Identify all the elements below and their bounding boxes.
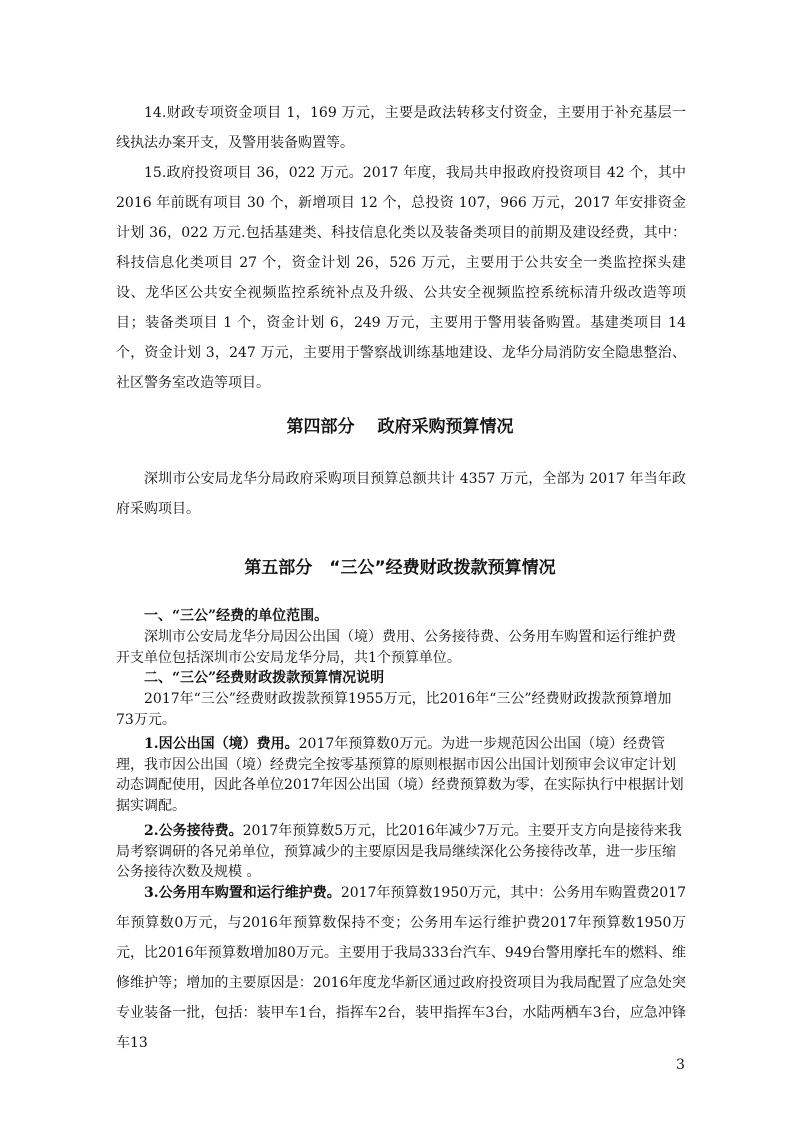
- vehicle-expense-paragraph: [116, 878, 686, 1058]
- reception-expense-text: 2017年预算数5万元，比2016年减少7万元。主要开支方向是接待来我局考察调研的各兄弟单位，预算减少的主要原因是我局继续深化公务接待改革，进一步压缩公务接待次数及规模 。: [116, 823, 682, 880]
- section1-paragraph: 深圳市公安局龙华分局因公出国（境）费用、公务接待费、公务用车购置和运行维护费开支单位包括深圳市公安局龙华分局，共1个预算单位。: [116, 629, 676, 666]
- vehicle-expense-label: 3.公务用车购置和运行维护费。: [144, 885, 341, 901]
- part4-title: 第四部分 政府采购预算情况: [286, 417, 514, 437]
- section1-heading: 一、“三公”经费的单位范围。: [144, 608, 329, 624]
- abroad-expense-paragraph: [116, 734, 686, 816]
- reception-expense-label: 2.公务接待费。: [144, 823, 243, 839]
- section2-heading: 二、“三公”经费财政拨款预算情况说明: [144, 670, 385, 686]
- part4-paragraph: 深圳市公安局龙华分局政府采购项目预算总额共计 4357 万元，全部为 2017 年当年政府采购项目。: [116, 471, 686, 517]
- part5-title: 第五部分 “三公”经费财政拨款预算情况: [244, 558, 556, 578]
- vehicle-expense-text: 2017年预算数1950万元，其中：公务用车购置费2017年预算数0万元，与2016年预算数保持不变；公务用车运行维护费2017年预算数1950万元，比2016年预算数增加80万元。主要用于我局333台汽车、949台警用摩托车的燃料、维修维护等；增加的主要原因是：2016年度龙华新区通过政府投资项目为我局配置了应急处突专业装备一批，包括：装甲车1台，指挥车2台，装甲指挥车3台，水陆两栖车3台，应急冲锋车13: [116, 885, 686, 1051]
- item-15-paragraph: 15.政府投资项目 36，022 万元。2017 年度，我局共申报政府投资项目 42 个，其中 2016 年前既有项目 30 个，新增项目 12 个，总投资 107，966 万元，2017 年安排资金计划 36，022 万元.包括基建类、科技信息化类以及装备类项目的前期及建设经费，其中：科技信息化类项目 27 个，资金计划 26，526 万元，主要用于公共安全一类监控探头建设、龙华区公共安全视频监控系统补点及升级、公共安全视频监控系统标清升级改造等项目；装备类项目 1 个，资金计划 6，249 万元，主要用于警用装备购置。基建类项目 14 个，资金计划 3，247 万元，主要用于警察战训练基地建设、龙华分局消防安全隐患整治、社区警务室改造等项目。: [116, 165, 686, 391]
- item-14-paragraph: 14.财政专项资金项目 1，169 万元，主要是政法转移支付资金，主要用于补充基层一线执法办案开支，及警用装备购置等。: [116, 105, 686, 151]
- abroad-expense-label: 1.因公出国（境）费用。: [144, 736, 299, 752]
- section2-paragraph: 2017年“三公”经费财政拨款预算1955万元，比2016年“三公”经费财政拨款预算增加73万元。: [116, 691, 672, 728]
- page-number: 3: [676, 1057, 685, 1073]
- abroad-expense-text: 2017年预算数0万元。为进一步规范因公出国（境）经费管理，我市因公出国（境）经费完全按零基预算的原则根据市因公出国计划预审会议审定计划动态调配使用，因此各单位2017年因公出国（境）经费预算数为零，在实际执行中根据计划据实调配。: [116, 736, 684, 814]
- reception-expense-paragraph: [116, 821, 686, 883]
